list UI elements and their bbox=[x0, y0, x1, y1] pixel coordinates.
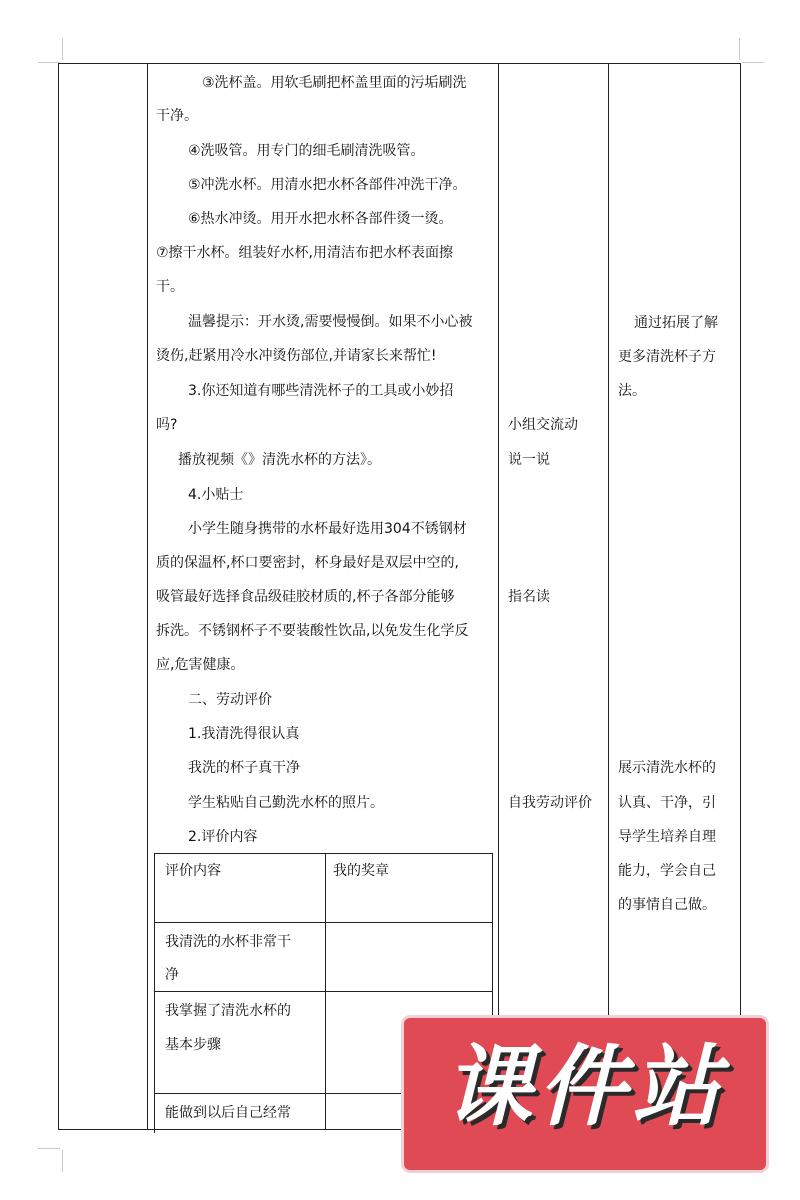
activity-text: 指名读 bbox=[508, 589, 550, 605]
crop-mark bbox=[739, 38, 740, 60]
paragraph: 拆洗。不锈钢杯子不要装酸性饮品,以免发生化学反 bbox=[156, 623, 469, 639]
paragraph: 质的保温杯,杯口要密封，杯身最好是双层中空的, bbox=[156, 555, 459, 571]
section-heading: 二、劳动评价 bbox=[188, 692, 272, 708]
watermark-stamp bbox=[404, 1018, 766, 1170]
paragraph: 干。 bbox=[156, 279, 184, 295]
paragraph: 吸管最好选择食品级硅胶材质的,杯子各部分能够 bbox=[156, 589, 455, 605]
column-divider bbox=[608, 63, 609, 1130]
paragraph: 2.评价内容 bbox=[188, 829, 258, 845]
crop-mark bbox=[38, 1148, 60, 1149]
table-cell: 能做到以后自己经常 bbox=[165, 1105, 291, 1121]
paragraph: 我洗的杯子真干净 bbox=[188, 760, 300, 776]
column-divider bbox=[147, 63, 148, 1130]
crop-mark bbox=[62, 1150, 63, 1172]
paragraph: 温馨提示：开水烫,需要慢慢倒。如果不小心被 bbox=[188, 314, 473, 330]
evaluation-table-row-line bbox=[154, 922, 493, 923]
table-header: 评价内容 bbox=[165, 863, 221, 879]
table-cell: 基本步骤 bbox=[165, 1037, 221, 1053]
activity-text: 自我劳动评价 bbox=[508, 795, 592, 811]
table-header: 我的奖章 bbox=[333, 863, 389, 879]
paragraph: ④洗吸管。用专门的细毛刷清洗吸管。 bbox=[188, 143, 425, 159]
table-cell: 我清洗的水杯非常干 bbox=[165, 934, 291, 950]
intent-text: 导学生培养自理 bbox=[618, 829, 716, 845]
paragraph: ⑥热水冲烫。用开水把水杯各部件烫一烫。 bbox=[188, 211, 453, 227]
paragraph: 干净。 bbox=[156, 108, 198, 124]
paragraph: 吗? bbox=[156, 417, 178, 433]
paragraph: 应,危害健康。 bbox=[156, 657, 245, 673]
paragraph: 烫伤,赶紧用冷水冲烫伤部位,并请家长来帮忙! bbox=[156, 348, 437, 364]
activity-text: 小组交流动 bbox=[508, 417, 578, 433]
paragraph: ⑤冲洗水杯。用清水把水杯各部件冲洗干净。 bbox=[188, 177, 467, 193]
crop-mark bbox=[742, 62, 764, 63]
intent-text: 认真、干净，引 bbox=[618, 795, 716, 811]
column-divider bbox=[498, 63, 499, 1130]
table-cell: 净 bbox=[165, 967, 179, 983]
paragraph: 1.我清洗得很认真 bbox=[188, 726, 300, 742]
evaluation-table-row-line bbox=[154, 991, 493, 992]
paragraph: ⑦擦干水杯。组装好水杯,用清洁布把水杯表面擦 bbox=[156, 245, 453, 261]
watermark-text: 课件站 bbox=[443, 1035, 726, 1138]
intent-text: 法。 bbox=[618, 383, 646, 399]
intent-text: 更多清洗杯子方 bbox=[618, 349, 716, 365]
intent-text: 通过拓展了解 bbox=[634, 315, 718, 331]
paragraph: 3.你还知道有哪些清洗杯子的工具或小妙招 bbox=[188, 383, 454, 399]
intent-text: 能力，学会自己 bbox=[618, 863, 716, 879]
intent-text: 的事情自己做。 bbox=[618, 897, 716, 913]
activity-text: 说一说 bbox=[508, 452, 550, 468]
crop-mark bbox=[38, 62, 60, 63]
paragraph: 小学生随身携带的水杯最好选用304不锈钢材 bbox=[188, 521, 467, 537]
crop-mark bbox=[62, 38, 63, 60]
paragraph: 播放视频《》清洗水杯的方法》。 bbox=[178, 452, 381, 468]
paragraph: 学生粘贴自己勤洗水杯的照片。 bbox=[188, 795, 384, 811]
paragraph: ③洗杯盖。用软毛刷把杯盖里面的污垢刷洗 bbox=[202, 75, 467, 91]
table-cell: 我掌握了清洗水杯的 bbox=[165, 1003, 291, 1019]
paragraph: 4.小贴士 bbox=[188, 487, 244, 503]
intent-text: 展示清洗水杯的 bbox=[618, 760, 716, 776]
